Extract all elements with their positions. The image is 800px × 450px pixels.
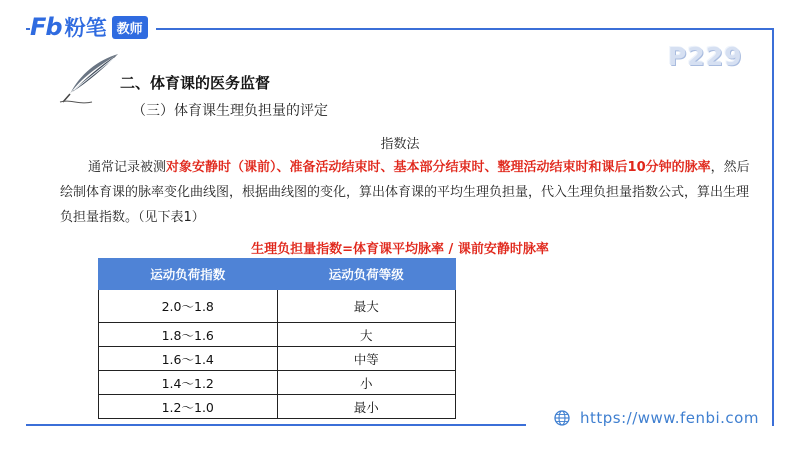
frame-right-line (772, 28, 774, 426)
table-header-index: 运动负荷指数 (99, 259, 278, 290)
brand-logo-block (30, 12, 156, 42)
table-row (99, 323, 456, 347)
section-heading: 二、体育课的医务监督 (120, 74, 271, 92)
table-row (99, 371, 456, 395)
fenbi-logo-icon: Fb (30, 13, 62, 41)
table-header-row (99, 259, 456, 290)
table-row (99, 395, 456, 419)
table-row (99, 290, 456, 323)
load-index-table (98, 258, 456, 419)
table-cell-level: 最大 (277, 290, 456, 323)
paragraph-lead: 通常记录被测 (88, 160, 167, 175)
table-cell-index: 1.8～1.6 (99, 323, 278, 347)
footer-url-block (548, 409, 765, 427)
frame-bottom-line (26, 424, 526, 426)
page-number: P229 (668, 42, 743, 71)
footer-url-link[interactable]: https://www.fenbi.com (580, 409, 759, 427)
quill-icon (58, 52, 120, 108)
table-cell-level: 小 (277, 371, 456, 395)
method-title: 指数法 (380, 137, 420, 152)
body-paragraph (60, 155, 760, 230)
table-cell-index: 1.6～1.4 (99, 347, 278, 371)
table-cell-level: 最小 (277, 395, 456, 419)
table-cell-index: 2.0～1.8 (99, 290, 278, 323)
table-cell-level: 大 (277, 323, 456, 347)
brand-name: 粉笔 (64, 16, 107, 40)
section-subheading: （三）体育课生理负担量的评定 (132, 103, 328, 119)
table-row (99, 347, 456, 371)
table-cell-index: 1.4～1.2 (99, 371, 278, 395)
formula-text: 生理负担量指数=体育课平均脉率 / 课前安静时脉率 (251, 242, 549, 257)
table-header-level: 运动负荷等级 (277, 259, 456, 290)
globe-icon (554, 410, 570, 426)
table-cell-level: 中等 (277, 347, 456, 371)
paragraph-highlight-2: 10分钟的脉率 (627, 160, 711, 175)
table-cell-index: 1.2～1.0 (99, 395, 278, 419)
paragraph-tail: ，然后绘制体育课的脉率变化曲线图，根据曲线图的变化，算出体育课的平均生理负担量，代入生理负担量指数公式，算出生理负担量指数。（见下表1） (60, 160, 750, 225)
paragraph-highlight-1: 对象安静时（课前）、准备活动结束时、基本部分结束时、整理活动结束时和课后 (166, 160, 628, 175)
brand-tag: 教师 (112, 16, 148, 39)
